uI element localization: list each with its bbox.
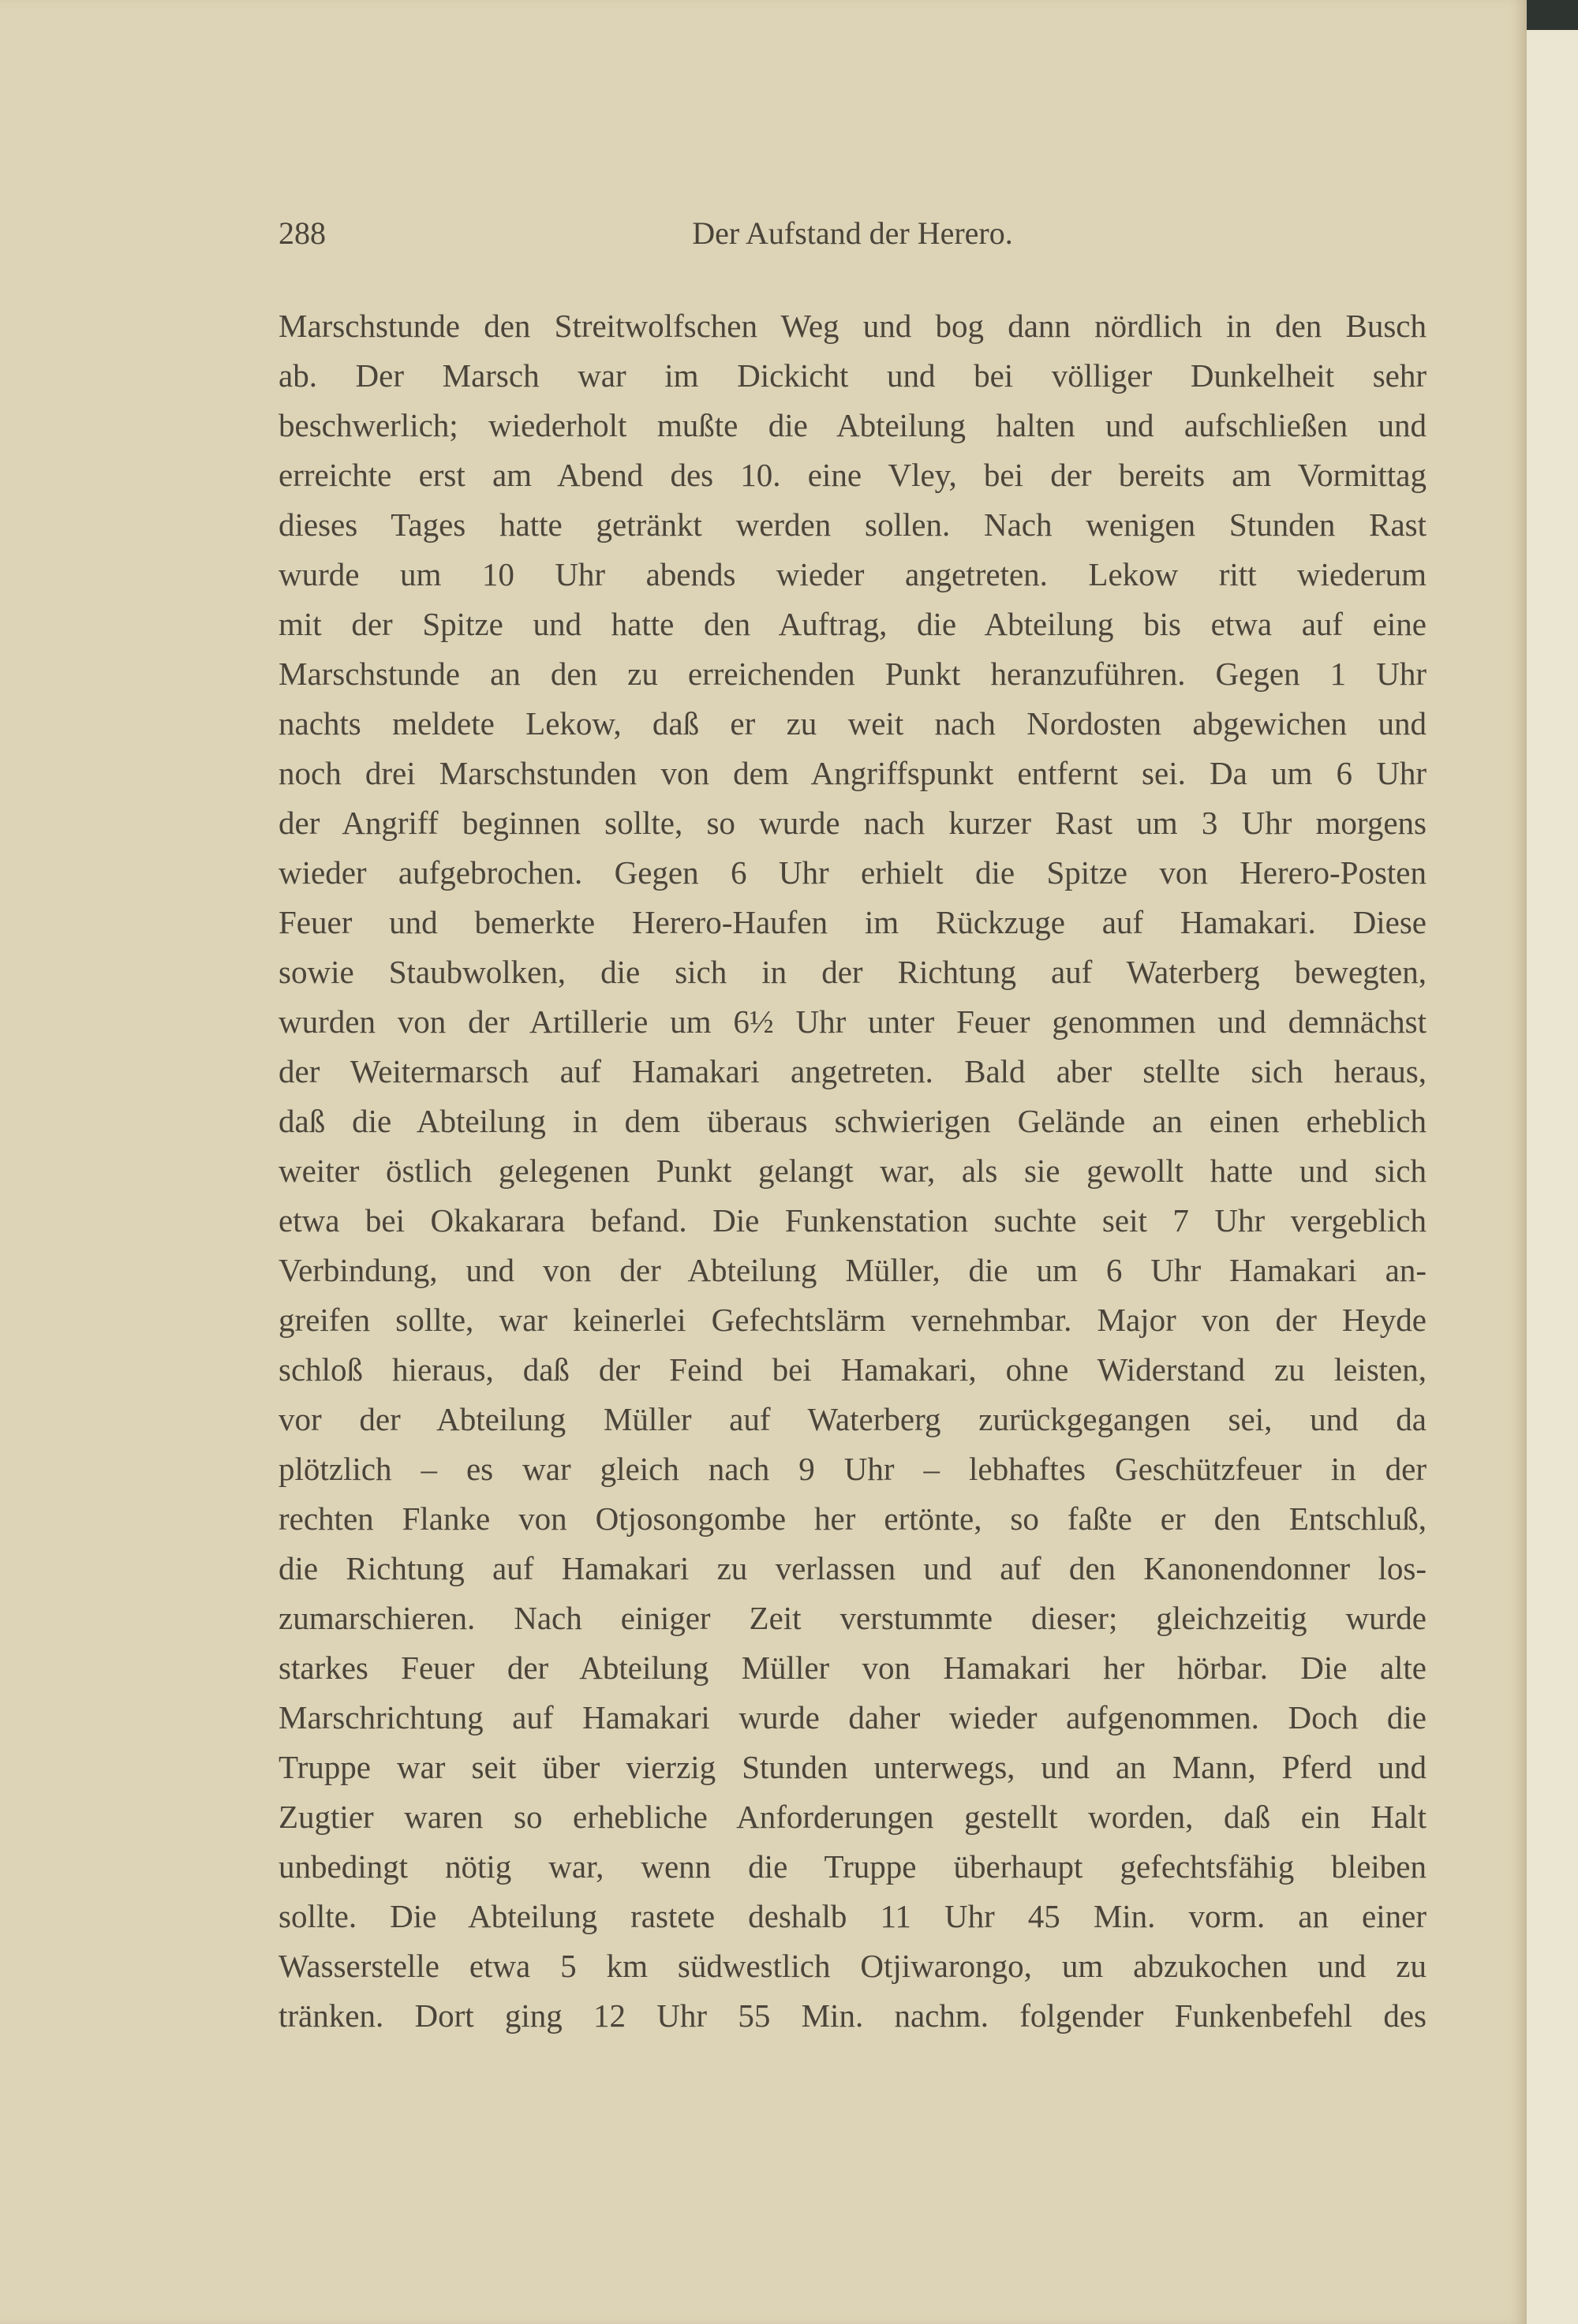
adjacent-page-edge [1527, 30, 1578, 2324]
text-line: wurden von der Artillerie um 6½ Uhr unter Feuer genommen und demnächst [279, 1003, 1427, 1040]
text-line: Zugtier waren so erhebliche Anforderungen gestellt worden, daß ein Halt [279, 1799, 1427, 1835]
page-header [279, 215, 1427, 262]
text-line: sowie Staubwolken, die sich in der Richtung auf Waterberg bewegten, [279, 954, 1427, 990]
text-line: Marschrichtung auf Hamakari wurde daher wieder aufgenommen. Doch die [279, 1699, 1427, 1736]
text-line: mit der Spitze und hatte den Auftrag, die Abteilung bis etwa auf eine [279, 606, 1427, 642]
text-line: noch drei Marschstunden von dem Angriffspunkt entfernt sei. Da um 6 Uhr [279, 755, 1427, 791]
text-line: Verbindung, und von der Abteilung Müller, die um 6 Uhr Hamakari an- [279, 1252, 1427, 1288]
text-line: Feuer und bemerkte Herero-Haufen im Rückzuge auf Hamakari. Diese [279, 904, 1427, 940]
text-line: etwa bei Okakarara befand. Die Funkenstation suchte seit 7 Uhr vergeblich [279, 1202, 1427, 1239]
text-line: unbedingt nötig war, wenn die Truppe überhaupt gefechtsfähig bleiben [279, 1848, 1427, 1885]
text-line: greifen sollte, war keinerlei Gefechtslärm vernehmbar. Major von der Heyde [279, 1302, 1427, 1338]
text-line: Wasserstelle etwa 5 km südwestlich Otjiwarongo, um abzukochen und zu [279, 1948, 1427, 1984]
text-line: Marschstunde an den zu erreichenden Punkt heranzuführen. Gegen 1 Uhr [279, 656, 1427, 692]
text-line: starkes Feuer der Abteilung Müller von Hamakari her hörbar. Die alte [279, 1650, 1427, 1686]
text-line: der Weitermarsch auf Hamakari angetreten. Bald aber stellte sich heraus, [279, 1053, 1427, 1089]
text-line: dieses Tages hatte getränkt werden sollen. Nach wenigen Stunden Rast [279, 506, 1427, 543]
text-line: sollte. Die Abteilung rastete deshalb 11 Uhr 45 Min. vorm. an einer [279, 1898, 1427, 1934]
running-title: Der Aufstand der Herero. [692, 215, 1013, 251]
text-line: zumarschieren. Nach einiger Zeit verstummte dieser; gleichzeitig wurde [279, 1600, 1427, 1636]
text-line: die Richtung auf Hamakari zu verlassen und auf den Kanonendonner los- [279, 1550, 1427, 1586]
text-line: beschwerlich; wiederholt mußte die Abteilung halten und aufschließen und [279, 407, 1427, 443]
text-line: Truppe war seit über vierzig Stunden unterwegs, und an Mann, Pferd und [279, 1749, 1427, 1785]
text-line: ab. Der Marsch war im Dickicht und bei völliger Dunkelheit sehr [279, 357, 1427, 394]
text-line: tränken. Dort ging 12 Uhr 55 Min. nachm. folgender Funkenbefehl des [279, 1997, 1427, 2034]
page-number: 288 [279, 215, 326, 251]
text-line: wieder aufgebrochen. Gegen 6 Uhr erhielt die Spitze von Herero-Posten [279, 854, 1427, 891]
text-line: der Angriff beginnen sollte, so wurde nach kurzer Rast um 3 Uhr morgens [279, 805, 1427, 841]
text-line: daß die Abteilung in dem überaus schwierigen Gelände an einen erheblich [279, 1103, 1427, 1139]
text-line: rechten Flanke von Otjosongombe her ertönte, so faßte er den Entschluß, [279, 1500, 1427, 1537]
text-line: erreichte erst am Abend des 10. eine Vley, bei der bereits am Vormittag [279, 457, 1427, 493]
text-line: schloß hieraus, daß der Feind bei Hamakari, ohne Widerstand zu leisten, [279, 1351, 1427, 1388]
text-line: nachts meldete Lekow, daß er zu weit nach Nordosten abgewichen und [279, 705, 1427, 742]
text-line: Marschstunde den Streitwolfschen Weg und bog dann nördlich in den Busch [279, 308, 1427, 344]
text-line: vor der Abteilung Müller auf Waterberg zurückgegangen sei, und da [279, 1401, 1427, 1437]
text-line: wurde um 10 Uhr abends wieder angetreten. Lekow ritt wiederum [279, 556, 1427, 592]
text-line: plötzlich – es war gleich nach 9 Uhr – lebhaftes Geschützfeuer in der [279, 1451, 1427, 1487]
text-line: weiter östlich gelegenen Punkt gelangt war, als sie gewollt hatte und sich [279, 1153, 1427, 1189]
body-text [279, 301, 1427, 2041]
